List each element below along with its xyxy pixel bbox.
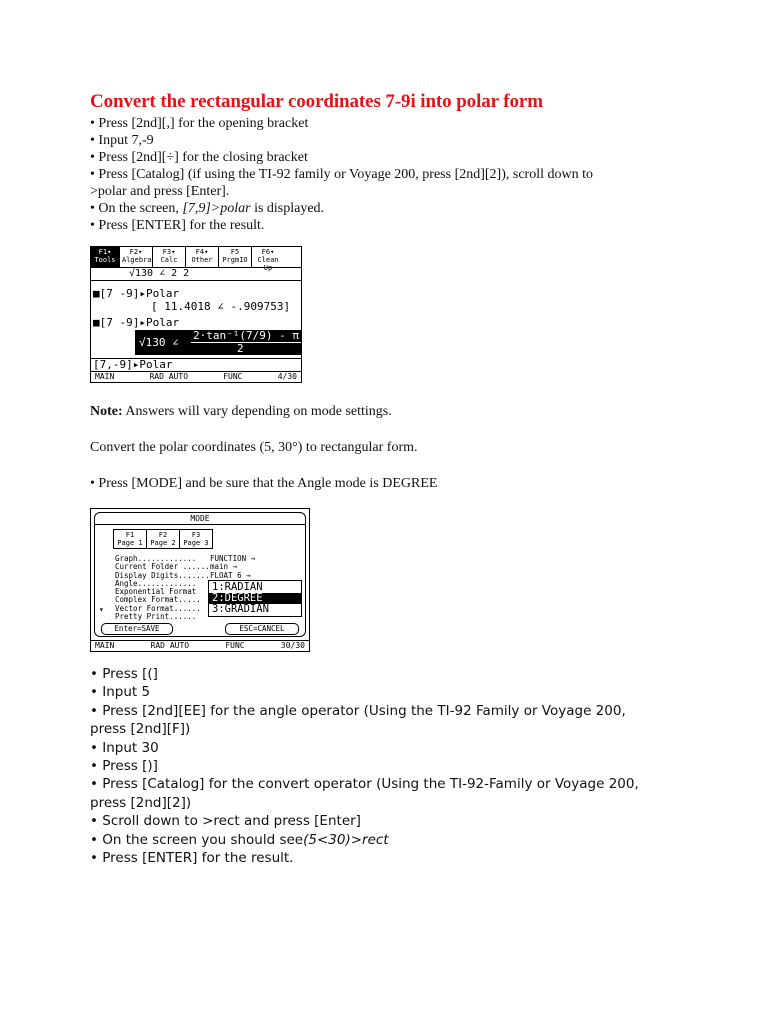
mode-values — [210, 555, 255, 580]
calculator-tab-f1: F1▾ Tools — [91, 247, 120, 267]
mode-labels — [115, 555, 210, 621]
calculator-status-bar: MAIN RAD AUTO FUNC 30/30 — [91, 640, 309, 651]
mode-label-folder: Current Folder ...... — [115, 562, 210, 572]
mode-label-vector: Vector Format...... — [115, 603, 201, 613]
list-item: • Press [2nd][EE] for the angle operator (Using the TI-92 Family or Voyage 200, — [90, 702, 626, 719]
polar-expression: [7,9]>polar — [182, 201, 251, 216]
calculator-result-highlighted: √130 ∠ 2·tan⁻¹(7/9) - π 2 — [135, 330, 301, 355]
calculator-history-line: √130 ∠ 2 2 — [129, 268, 190, 279]
calculator-tab-bar — [91, 247, 301, 272]
menu-option-gradian[interactable]: 3:GRADIAN — [212, 603, 269, 615]
calculator-command-line: [7,-9]▸Polar — [93, 358, 173, 371]
section-heading-rectangular: Convert the polar coordinates (5, 30°) to rectangular form. — [90, 440, 418, 455]
mode-dialog — [94, 512, 306, 637]
steps-list-rect — [90, 665, 639, 867]
mode-value-folder: main → — [210, 562, 238, 572]
list-item: press [2nd][2]) — [90, 794, 192, 811]
mode-tab-page3: F3 Page 3 — [183, 531, 209, 547]
note-label: Note: — [90, 404, 123, 419]
angle-dropdown-menu[interactable] — [208, 580, 302, 617]
list-item: • Press [2nd][,] for the opening bracket — [90, 116, 309, 131]
list-item: • Press [Catalog] for the convert operator (Using the TI-92-Family or Voyage 200, — [90, 776, 639, 793]
list-item: • Press [MODE] and be sure that the Angle mode is DEGREE — [90, 476, 438, 491]
list-item: • Press [)] — [90, 758, 158, 775]
steps-list-polar — [90, 115, 593, 234]
list-item: press [2nd][F]) — [90, 721, 191, 738]
list-item: • Press [ENTER] for the result. — [90, 850, 294, 867]
list-item: • Input 30 — [90, 739, 159, 756]
page-title: Convert the rectangular coordinates 7-9i into polar form — [90, 91, 543, 112]
calculator-entry: ■[7 -9]▸Polar — [93, 316, 180, 329]
list-item: • Input 5 — [90, 684, 151, 701]
mode-label-complex: Complex Format..... — [115, 595, 201, 605]
calculator-status-bar: MAIN RAD AUTO FUNC 4/30 — [91, 371, 301, 382]
calculator-screenshot-mode — [90, 508, 310, 652]
scroll-down-icon: ▾ — [99, 605, 104, 614]
list-item: >polar and press [Enter]. — [90, 184, 230, 199]
list-item: • On the screen, [7,9]>polar is displayed. — [90, 201, 325, 216]
list-item: • On the screen you should see(5<30)>rect — [90, 831, 389, 848]
list-item: • Scroll down to >rect and press [Enter] — [90, 813, 361, 830]
list-item: • Press [2nd][÷] for the closing bracket — [90, 150, 308, 165]
calculator-tab-f2: F2▾ Algebra — [120, 247, 153, 267]
mode-tab-page1: F1 Page 1 — [114, 530, 147, 548]
mode-label-angle: Angle............. — [115, 578, 197, 588]
mode-label-graph: Graph............. — [115, 554, 197, 563]
calculator-tab-f6: F6▾ Clean Up — [257, 248, 279, 272]
calculator-tab-f5: F5 PrgmIO — [219, 247, 252, 267]
list-item: • Press [(] — [90, 666, 158, 682]
list-item: • Press [Catalog] (if using the TI-92 family or Voyage 200, press [2nd][2]), scroll down to — [90, 167, 593, 182]
calculator-screenshot-polar — [90, 246, 302, 383]
list-item: • Input 7,-9 — [90, 133, 154, 148]
menu-option-radian[interactable]: 1:RADIAN — [212, 581, 263, 593]
divider — [91, 280, 301, 281]
mode-value-digits: FLOAT 6 → — [210, 570, 251, 580]
calculator-tab-f3: F3▾ Calc — [153, 247, 186, 267]
menu-option-degree[interactable]: 2:DEGREE — [209, 593, 301, 604]
calculator-tab-f4: F4▾ Other — [186, 247, 219, 267]
calculator-result: [ 11.4018 ∠ -.909753] — [151, 300, 291, 313]
mode-page-tabs — [113, 529, 213, 549]
cancel-button[interactable]: ESC=CANCEL — [225, 623, 299, 635]
mode-tab-page2: F2 Page 2 — [147, 530, 180, 548]
mode-label-exponential: Exponential Format — [115, 587, 197, 597]
rect-expression: (5<30)>rect — [303, 831, 389, 848]
mode-label-digits: Display Digits....... — [115, 570, 210, 580]
list-item: • Press [ENTER] for the result. — [90, 218, 265, 233]
note — [90, 403, 392, 420]
note-text: Answers will vary depending on mode settings. — [122, 404, 392, 419]
mode-value-graph: FUNCTION → — [210, 554, 256, 563]
save-button[interactable]: Enter=SAVE — [101, 623, 173, 635]
calculator-entry: ■[7 -9]▸Polar — [93, 287, 180, 300]
mode-dialog-header: MODE — [95, 513, 305, 525]
mode-label-pretty: Pretty Print...... — [115, 612, 197, 622]
